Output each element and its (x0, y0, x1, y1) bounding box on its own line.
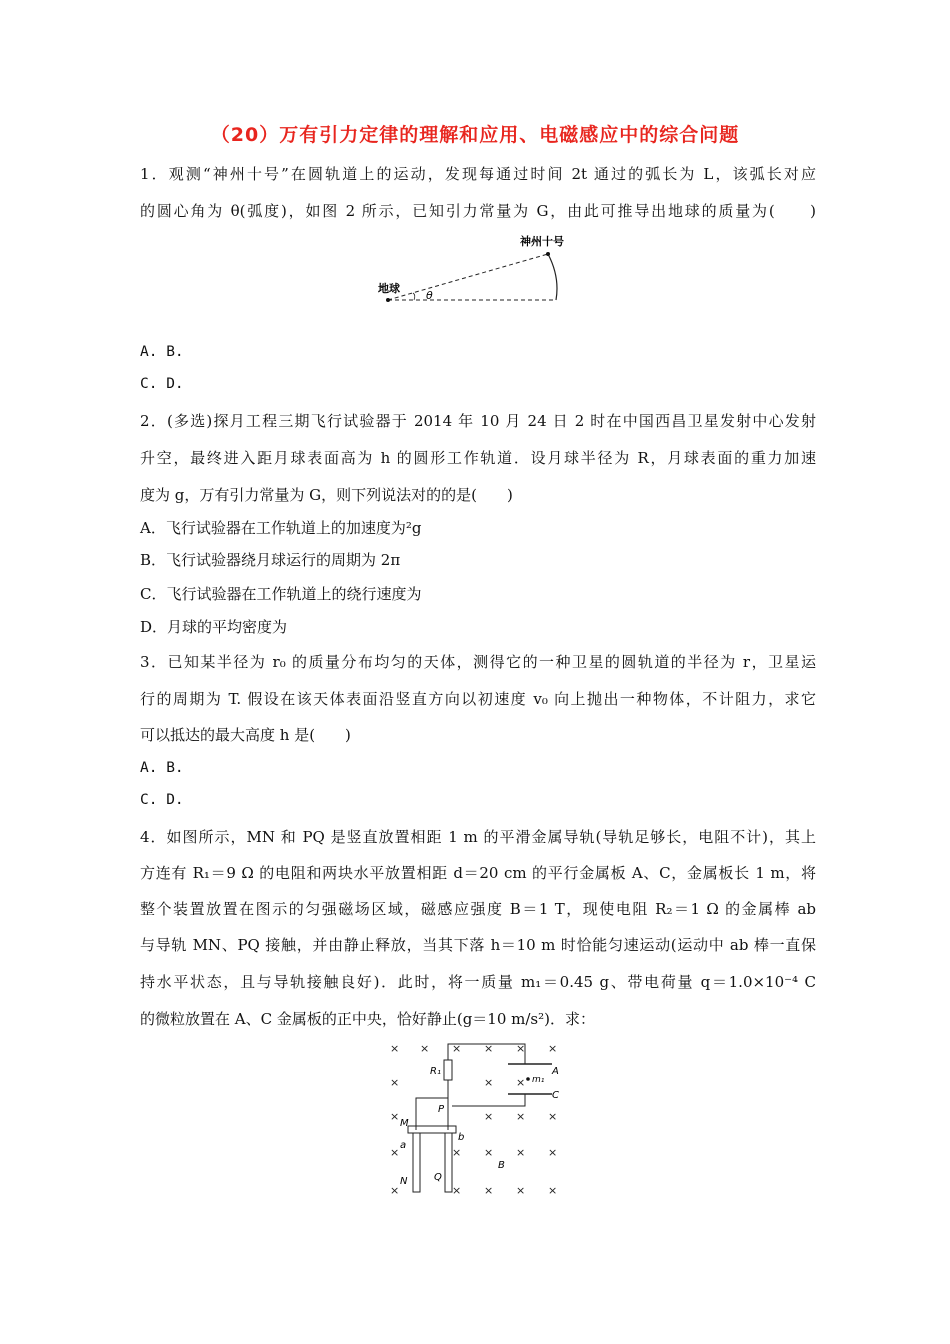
q4-circuit-figure (380, 1036, 580, 1202)
cross: × (452, 1042, 462, 1055)
q1-line1: 1．观测“神州十号”在圆轨道上的运动，发现每通过时间 2t 通过的弧长为 L，该弧长对应 (140, 165, 816, 183)
rail-mn (413, 1130, 420, 1192)
angle-label: θ (426, 289, 433, 302)
q1-line2: 的圆心角为 θ(弧度)，如图 2 所示，已知引力常量为 G，由此可推导出地球的质量为( ) (140, 202, 816, 220)
cross: × (484, 1076, 494, 1089)
q4-line3: 整个装置放置在图示的匀强磁场区域，磁感应强度 B＝1 T，现使电阻 R₂＝1 Ω 的金属棒 ab (140, 900, 816, 918)
cross: × (452, 1146, 462, 1159)
magnetic-field-crosses (390, 1042, 557, 1197)
cross: × (516, 1184, 526, 1197)
metal-bar-ab (408, 1126, 456, 1133)
cross: × (484, 1184, 494, 1197)
q4-line5: 持水平状态，且与导轨接触良好)．此时，将一质量 m₁＝0.45 g、带电荷量 q＝1.0×10⁻⁴ C (140, 973, 816, 991)
cross: × (390, 1076, 400, 1089)
cross: × (548, 1184, 558, 1197)
q4-line2: 方连有 R₁＝9 Ω 的电阻和两块水平放置相距 d＝20 cm 的平行金属板 A、C，金属板长 1 m，将 (140, 864, 816, 882)
cross: × (516, 1042, 526, 1055)
cross: × (484, 1042, 494, 1055)
cross: × (390, 1184, 400, 1197)
q2-option-b: B．飞行试验器绕月球运行的周期为 2π (140, 551, 401, 569)
cross: × (484, 1110, 494, 1123)
label-plate-a: A (552, 1066, 559, 1077)
rail-pq (445, 1130, 452, 1192)
cross: × (390, 1042, 400, 1055)
page-title: （20）万有引力定律的理解和应用、电磁感应中的综合问题 (210, 124, 740, 146)
cross: × (548, 1110, 558, 1123)
q2-line1: 2．(多选)探月工程三期飞行试验器于 2014 年 10 月 24 日 2 时在中国西昌卫星发射中心发射 (140, 412, 816, 430)
cross: × (516, 1146, 526, 1159)
earth-ship-line (388, 254, 548, 300)
q2-line2: 升空，最终进入距月球表面高为 h 的圆形工作轨道．设月球半径为 R，月球表面的重力加速 (140, 449, 816, 467)
q2-line3: 度为 g，万有引力常量为 G，则下列说法对的的是( ) (140, 486, 513, 504)
cross: × (452, 1184, 462, 1197)
label-m: M (400, 1118, 409, 1129)
cross: × (484, 1146, 494, 1159)
cross: × (516, 1076, 526, 1089)
earth-label: 地球 (378, 282, 400, 295)
label-p: P (438, 1104, 445, 1115)
q1-orbit-figure (370, 232, 580, 312)
q3-line3: 可以抵达的最大高度 h 是( ) (140, 726, 351, 744)
label-b: b (458, 1132, 465, 1143)
label-q: Q (434, 1172, 442, 1183)
cross: × (390, 1146, 400, 1159)
label-plate-c: C (552, 1090, 559, 1101)
label-n: N (400, 1176, 408, 1187)
orbit-arc (548, 254, 557, 300)
label-b-field: B (498, 1160, 505, 1171)
q1-option-ab: A. B. (140, 344, 184, 360)
q2-option-a: A．飞行试验器在工作轨道上的加速度为²g (140, 519, 422, 537)
ship-dot (546, 252, 550, 256)
label-m1: m₁ (532, 1075, 545, 1085)
q3-option-ab: A. B. (140, 760, 184, 776)
ship-label: 神州十号 (520, 235, 564, 248)
label-a: a (400, 1140, 407, 1151)
wire-lower (452, 1094, 525, 1106)
cross: × (420, 1042, 430, 1055)
q4-line4: 与导轨 MN、PQ 接触，并由静止释放，当其下落 h＝10 m 时恰能匀速运动(运动中 ab 棒一直保 (140, 936, 816, 954)
q3-option-cd: C. D. (140, 792, 184, 808)
q4-line1: 4．如图所示，MN 和 PQ 是竖直放置相距 1 m 的平滑金属导轨(导轨足够长，电阻不计)，其上 (140, 828, 816, 846)
label-r1: R₁ (430, 1066, 441, 1077)
cross: × (390, 1110, 400, 1123)
cross: × (548, 1146, 558, 1159)
resistor-r1 (444, 1060, 452, 1080)
q4-line6: 的微粒放置在 A、C 金属板的正中央，恰好静止(g＝10 m/s²)．求： (140, 1010, 595, 1028)
particle-m1 (526, 1077, 530, 1081)
cross: × (516, 1110, 526, 1123)
q2-option-d: D．月球的平均密度为 (140, 618, 288, 636)
angle-arc (413, 293, 415, 300)
q3-line2: 行的周期为 T. 假设在该天体表面沿竖直方向以初速度 v₀ 向上抛出一种物体，不计阻力，求它 (140, 690, 816, 708)
q1-option-cd: C. D. (140, 376, 184, 392)
q3-line1: 3．已知某半径为 r₀ 的质量分布均匀的天体，测得它的一种卫星的圆轨道的半径为 r，卫星运 (140, 653, 816, 671)
earth-dot (386, 298, 390, 302)
cross: × (548, 1042, 558, 1055)
q2-option-c: C．飞行试验器在工作轨道上的绕行速度为 (140, 585, 422, 603)
